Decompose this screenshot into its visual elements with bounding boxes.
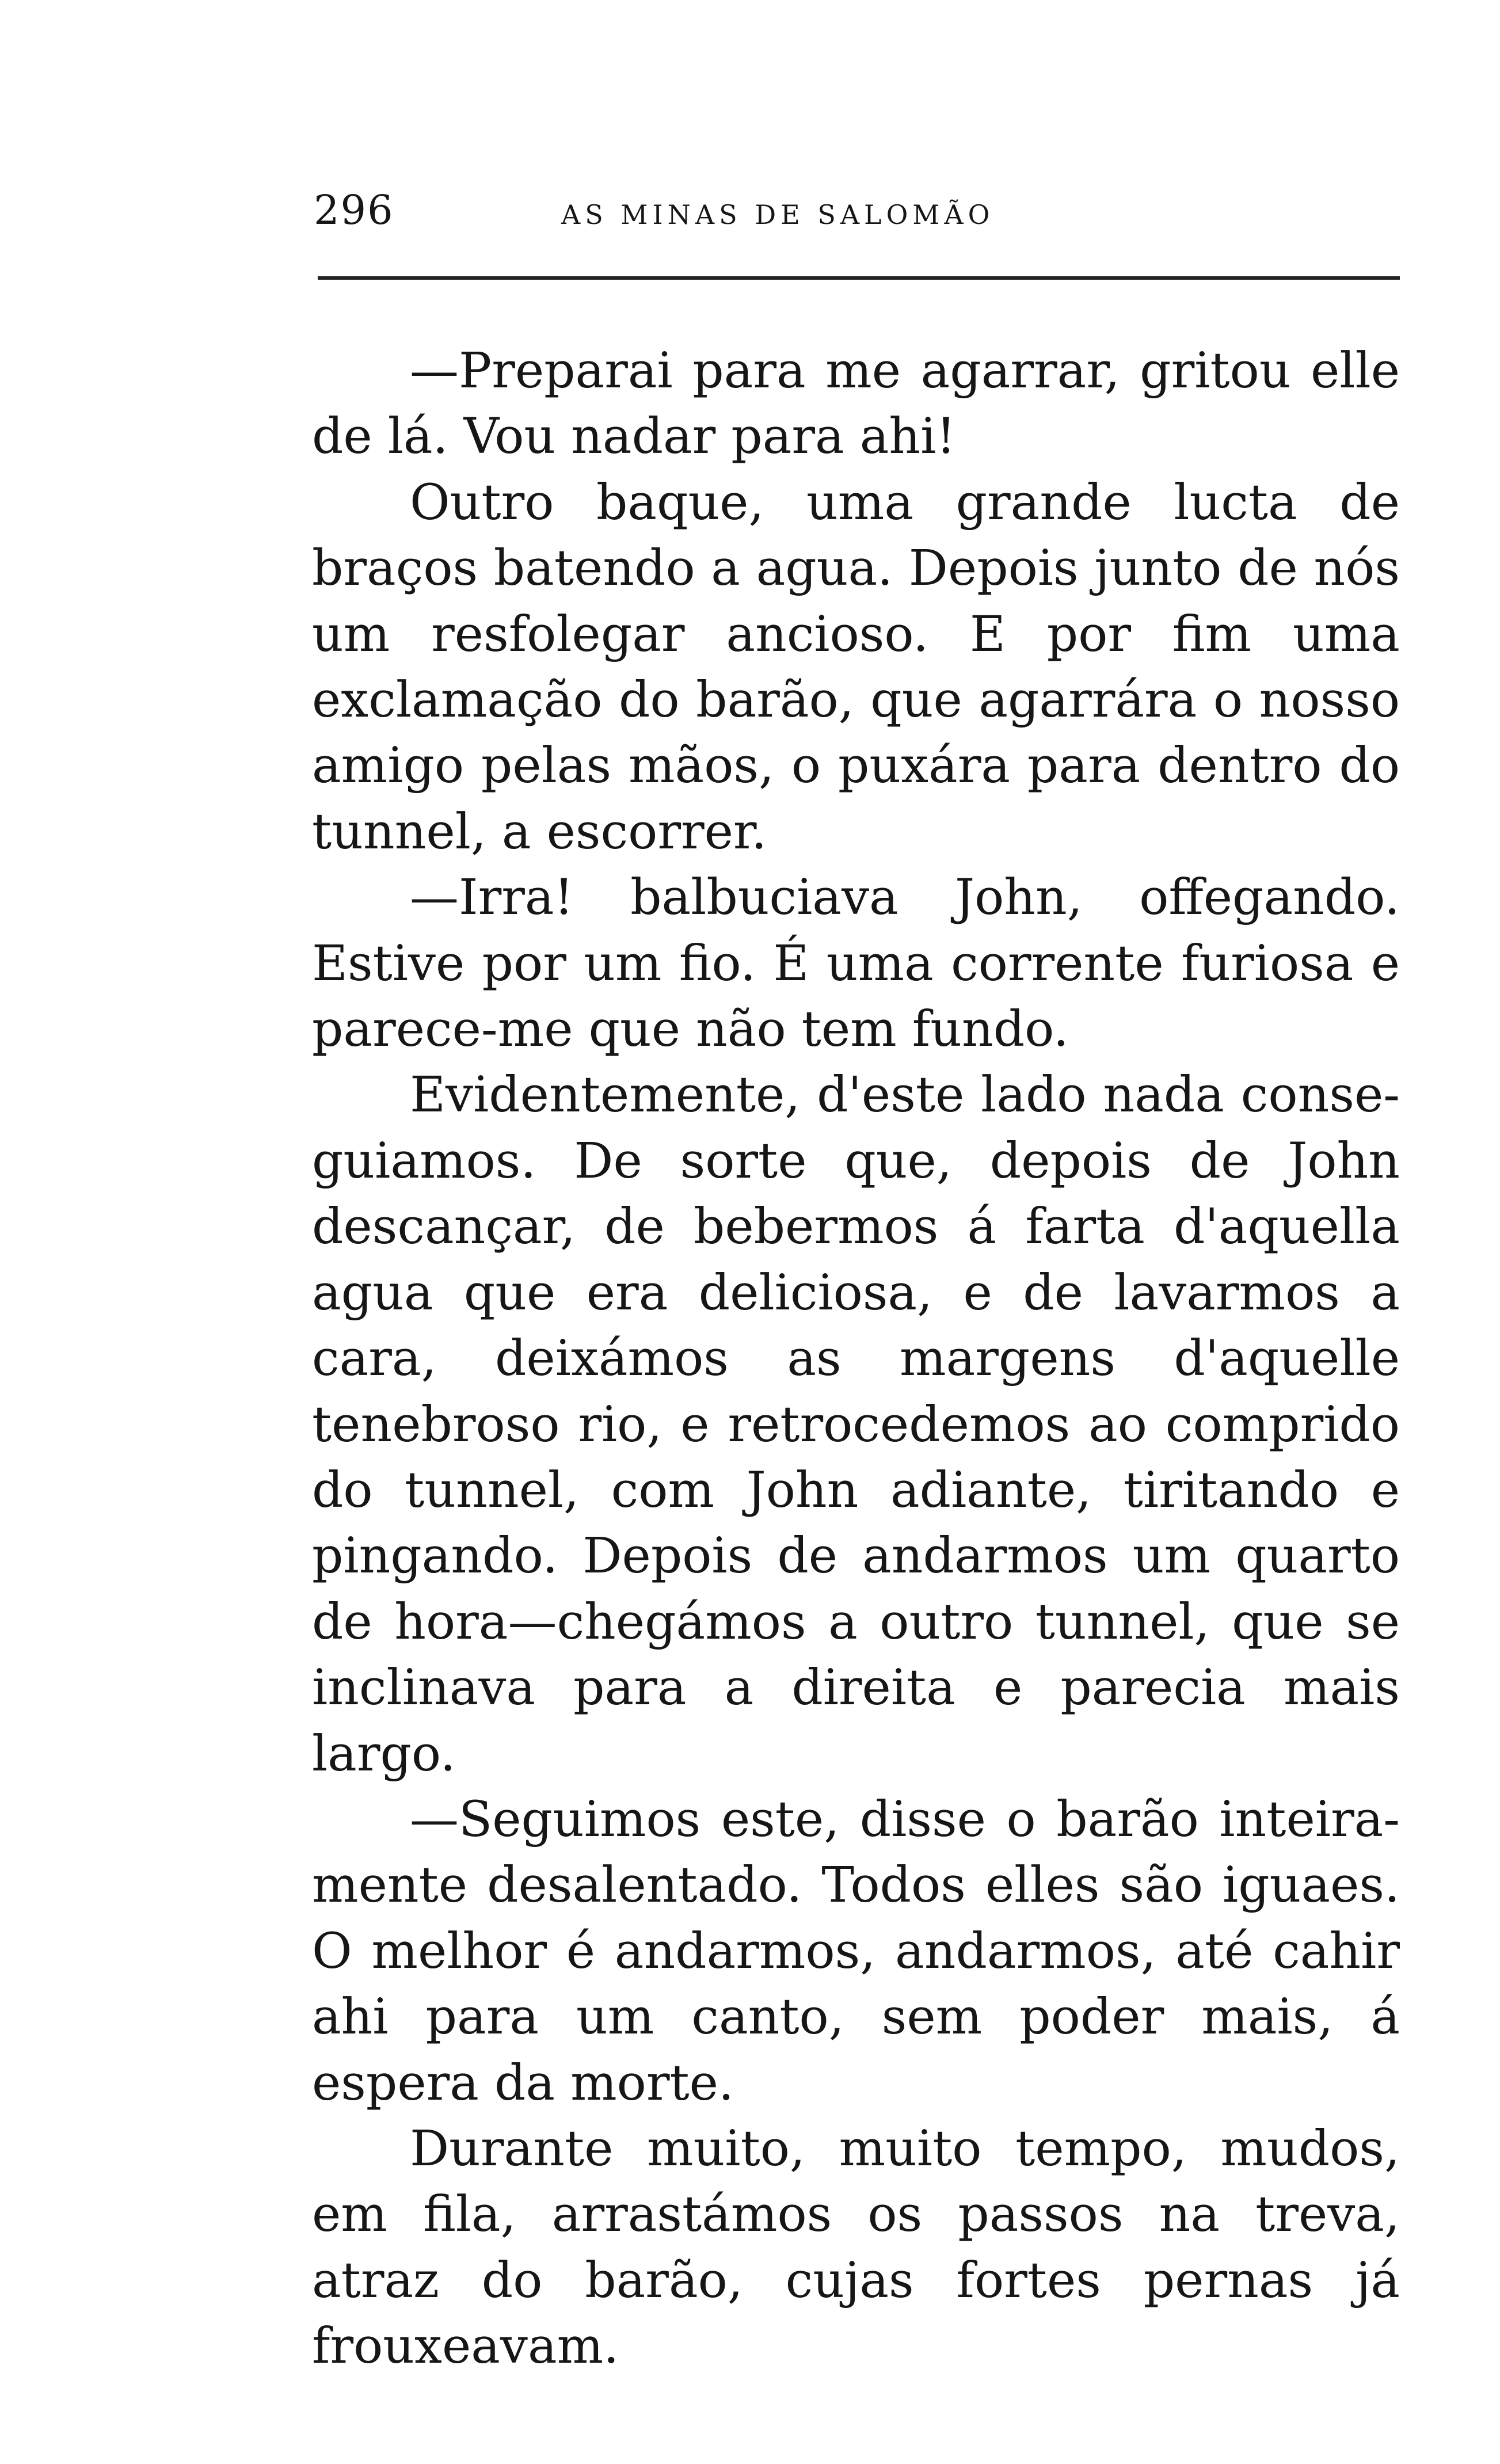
body-text [312,338,1400,2380]
paragraph: Evidentemente, d'este lado nada conseguiamos. De sorte que, depois de John descançar, de bebermos á farta d'aquella agua que era deliciosa, e de lavarmos a cara, deixámos as margens d'aquelle tenebroso rio, e retrocedemos ao comprido do tunnel, com John adiante, tiritando e pingando. Depois de andarmos um quarto de hora—chegámos a outro tunnel, que se inclinava para a direita e parecia mais largo. [312,1067,1400,1783]
paragraph: Outro baque, uma grande lucta de braços batendo a agua. Depois junto de nós um resfolegar ancioso. E por fim uma exclamação do barão, que agarrára o nosso amigo pelas mãos, o puxára para dentro do tunnel, a escorrer. [312,474,1400,860]
page-header [314,184,1402,236]
running-title: AS MINAS DE SALOMÃO [561,199,995,230]
paragraph: Durante muito, muito tempo, mudos, em fila, arrastámos os passos na treva, atraz do barão, cujas fortes pernas já frouxeavam. [312,2120,1400,2375]
paragraph: —Preparai para me agarrar, gritou elle de lá. Vou nadar para ahi! [312,342,1400,466]
paragraph: —Seguimos este, disse o barão inteiramente desalentado. Todos elles são iguaes. O melhor é andarmos, andarmos, até cahir ahi para um canto, sem poder mais, á espera da morte. [312,1791,1400,2112]
paragraph: —Irra! balbuciava John, offegando. Estive por um fio. É uma corrente furiosa e parece-me que não tem fundo. [312,869,1400,1058]
header-rule [318,276,1400,280]
page-number: 296 [314,186,394,234]
